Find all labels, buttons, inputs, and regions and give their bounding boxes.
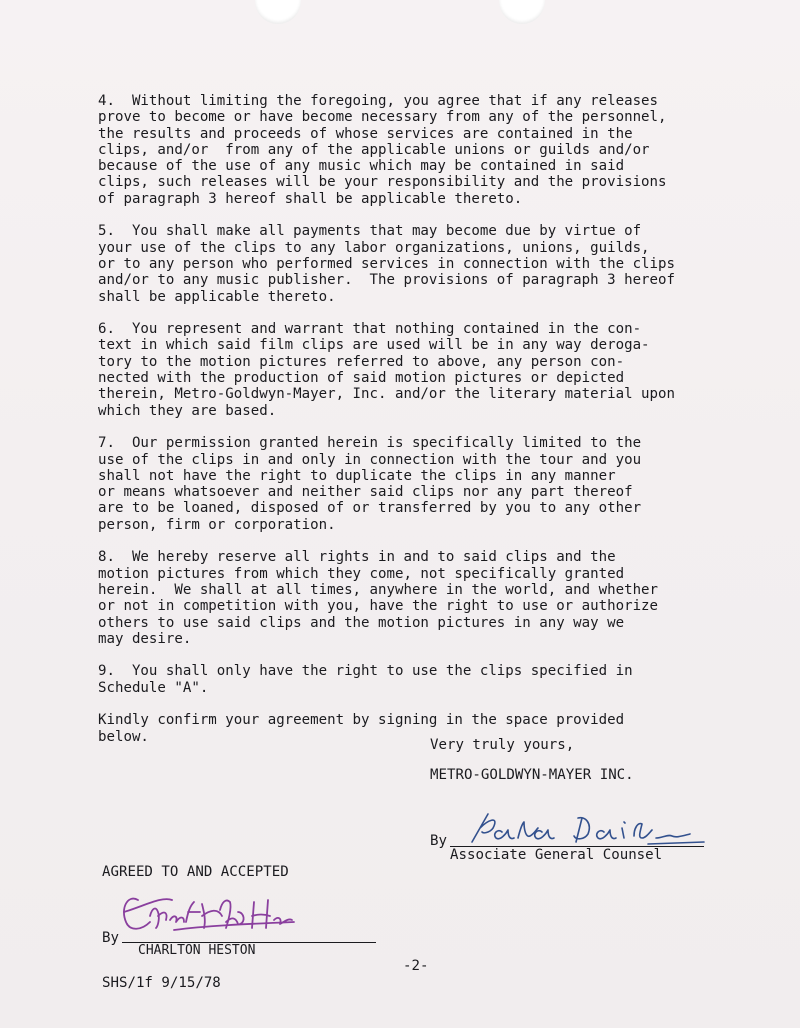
heston-signature xyxy=(114,882,314,942)
paragraph-8: 8. We hereby reserve all rights in and to said clips and the motion pictures from which they come, not specifically granted herein. We shall at all times, anywhere in the world, and whether or not in competition with you, have the right to use or authorize others to use said clips and the motion pictures in any way we may desire. xyxy=(98,549,659,647)
heston-name: CHARLTON HESTON xyxy=(138,943,256,958)
mgm-by-label: By xyxy=(430,833,447,849)
heston-by-label: By xyxy=(102,930,119,946)
reference-initials-date: SHS/1f 9/15/78 xyxy=(102,975,221,991)
punch-hole-right xyxy=(499,0,545,24)
acceptance-heading: AGREED TO AND ACCEPTED xyxy=(102,864,289,880)
heston-signature-block xyxy=(100,880,400,960)
page-number: -2- xyxy=(403,958,429,974)
paragraph-9: 9. You shall only have the right to use the clips specified in Schedule "A". xyxy=(98,663,633,696)
signer-title: Associate General Counsel xyxy=(450,847,663,863)
paragraph-4: 4. Without limiting the foregoing, you agree that if any releases prove to become or have become necessary from any of the personnel, the results and proceeds of whose services are contained in the clips, and/or from any of the applicable unions or guilds and/or because of the use of any music which may be contained in said clips, such releases will be your responsibility and the provisions of paragraph 3 hereof shall be applicable thereto. xyxy=(98,93,667,207)
punch-hole-left xyxy=(255,0,301,24)
closing-salutation: Very truly yours, xyxy=(430,737,575,753)
mgm-signature xyxy=(458,808,718,850)
paragraph-6: 6. You represent and warrant that nothing contained in the con- text in which said film clips are used will be in any way deroga- tory to the motion pictures referred to above, any person con- nected with the production of said motion pictures or depicted therein, Metro-Goldwyn-Mayer, Inc. and/or the literary material upon which they are based. xyxy=(98,321,675,419)
paragraph-5: 5. You shall make all payments that may become due by virtue of your use of the clips to any labor organizations, unions, guilds, or to any person who performed services in connection with the clips and/or to any music publisher. The provisions of paragraph 3 hereof shall be applicable thereto. xyxy=(98,223,675,305)
confirmation-request: Kindly confirm your agreement by signing in the space provided below. xyxy=(98,712,625,745)
company-name: METRO-GOLDWYN-MAYER INC. xyxy=(430,767,634,783)
paragraph-7: 7. Our permission granted herein is specifically limited to the use of the clips in and only in connection with the tour and you shall not have the right to duplicate the clips in any manner or means whatsoever and neither said clips nor any part thereof are to be loaned, disposed of or transferred by you to any other person, firm or corporation. xyxy=(98,435,642,533)
mgm-signature-block xyxy=(430,808,720,864)
letter-body xyxy=(98,93,758,745)
